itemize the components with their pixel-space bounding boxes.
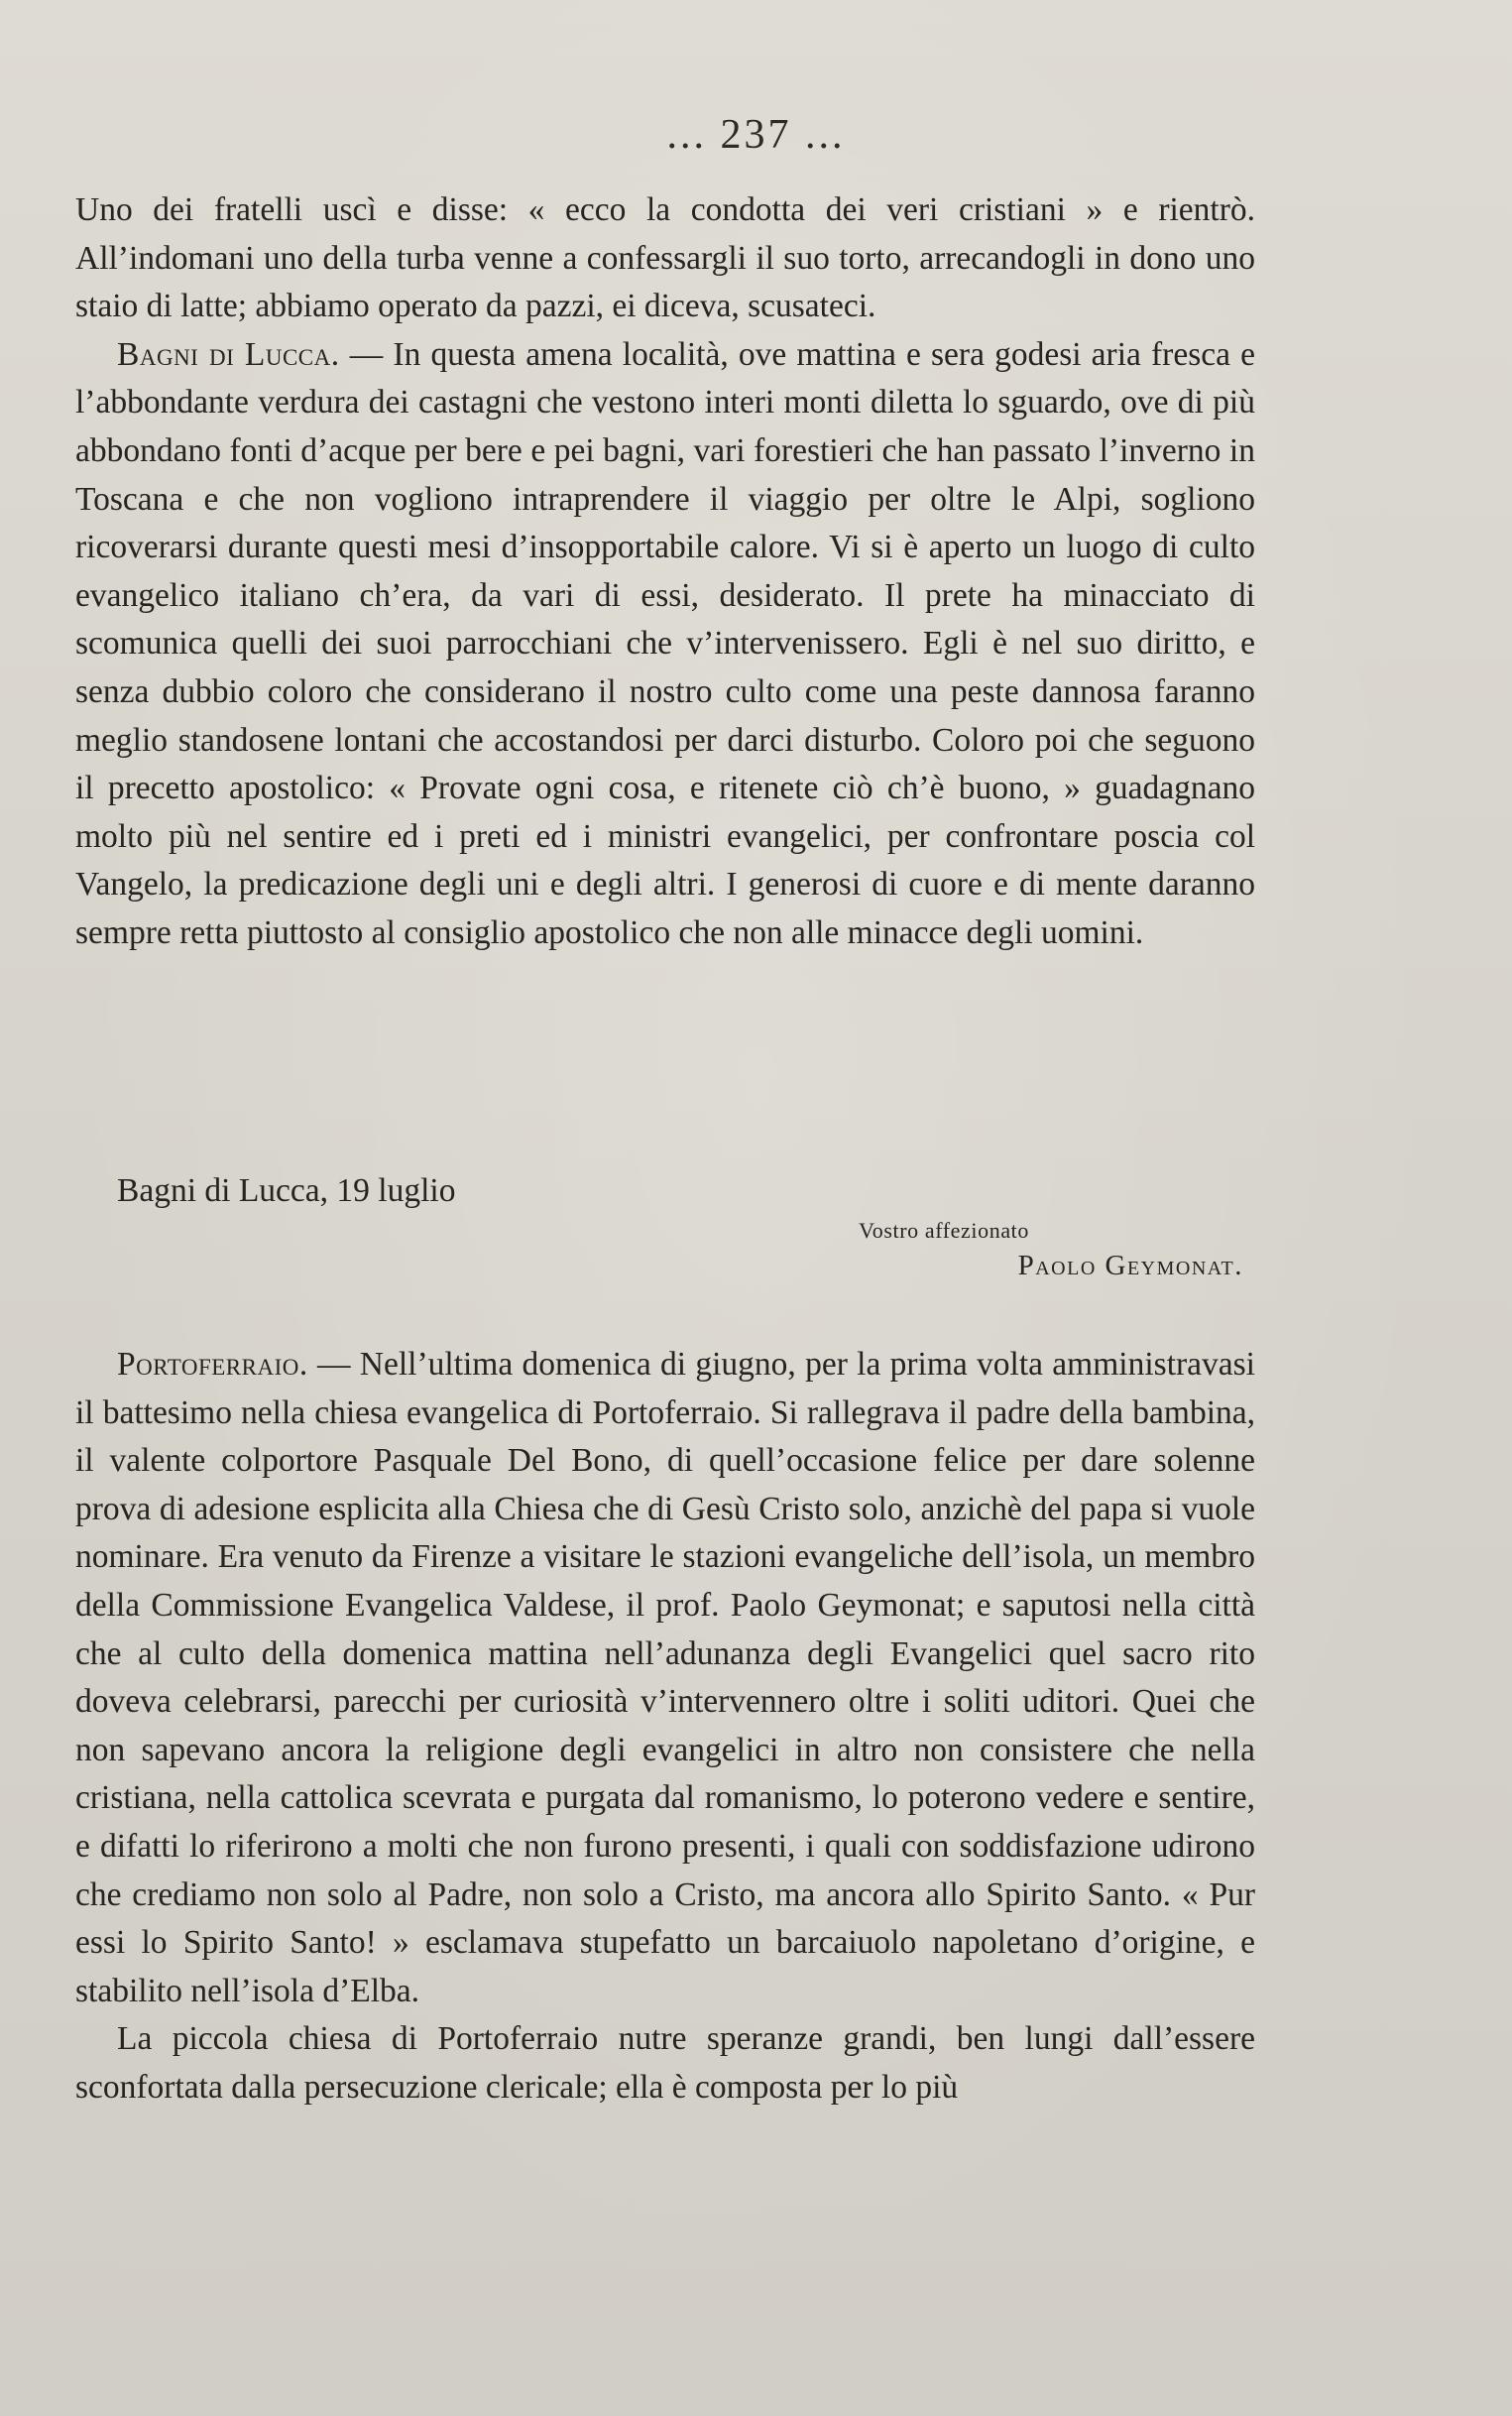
dateline: Bagni di Lucca, 19 luglio [117, 1172, 456, 1209]
letter-signoff [75, 1167, 1255, 1285]
paragraph-portoferraio-continued: La piccola chiesa di Portoferraio nutre speranze grandi, ben lungi dall’essere sconfortata dalla persecuzione clericale; ella è composta per lo più [75, 2020, 1255, 2106]
paragraph-portoferraio [75, 1341, 1255, 2015]
paragraph-bagni-di-lucca [75, 331, 1255, 958]
paragraph-letter-end: Uno dei fratelli uscì e disse: « ecco la condotta dei veri cristiani » e rientrò. All’indomani uno della turba venne a confessargli il suo torto, arrecandogli in dono uno staio di latte; abbiamo operato da pazzi, ei diceva, scusateci. [75, 191, 1255, 325]
paragraph-portoferraio-text: — Nell’ultima domenica di giugno, per la prima volta amministravasi il battesimo nella chiesa evangelica di Portoferraio. Si rallegrava il padre della bambina, il valente colportore Pasquale Del Bono, di quell’occasione felice per dare solenne prova di adesione esplicita alla Chiesa che di Gesù Cristo solo, anzichè del papa si vuole nominare. Era venuto da Firenze a visitare le stazioni evangeliche dell’isola, un membro della Commissione Evangelica Valdese, il prof. Paolo Geymonat; e saputosi nella città che al culto della domenica mattina nell’adunanza degli Evangelici quel sacro rito doveva celebrarsi, parecchi per curiosità v’intervennero oltre i soliti uditori. Quei che non sapevano ancora la religione degli evangelici in altro non consistere che nella cristiana, nella cattolica scevrata e purgata dal romanismo, lo poterono vedere e sentire, e difatti lo riferirono a molti che non furono presenti, i quali con soddisfazione udirono che crediamo non solo al Padre, non solo a Cristo, ma ancora allo Spirito Santo. « Pur essi lo Spirito Santo! » esclamava stupefatto un barcaiuolo napoletano d’origine, e stabilito nell’isola d’Elba. [75, 1346, 1255, 2009]
article-column-bottom [75, 1341, 1255, 2113]
section-heading-bagni: Bagni di Lucca. [117, 335, 340, 373]
article-column-top [75, 186, 1255, 958]
closing-salutation: Vostro affezionato [859, 1217, 1029, 1243]
signature: Paolo Geymonat. [1017, 1249, 1243, 1281]
paragraph-bagni-text: — In questa amena località, ove mattina e sera godesi aria fresca e l’abbondante verdura dei castagni che vestono interi monti diletta lo sguardo, ove di più abbondano fonti d’acque per bere e pei bagni, vari forestieri che han passato l’inverno in Toscana e che non vogliono intraprendere il viaggio per oltre le Alpi, sogliono ricoverarsi durante questi mesi d’insopportabile calore. Vi si è aperto un luogo di culto evangelico italiano ch’era, da vari di essi, desiderato. Il prete ha minacciato di scomunica quelli dei suoi parrocchiani che v’intervenissero. Egli è nel suo diritto, e senza dubbio coloro che considerano il nostro culto come una peste dannosa faranno meglio standosene lontani che accostandosi per darci disturbo. Coloro poi che seguono il precetto apostolico: « Provate ogni cosa, e ritenete ciò ch’è buono, » guadagnano molto più nel sentire ed i preti ed i ministri evangelici, per confrontare poscia col Vangelo, la predicazione degli uni e degli altri. I generosi di cuore e di mente daranno sempre retta piuttosto al consiglio apostolico che non alle minacce degli uomini. [75, 335, 1255, 951]
page-number: ... 237 ... [666, 112, 846, 158]
section-heading-portoferraio: Portoferraio. [117, 1346, 308, 1383]
